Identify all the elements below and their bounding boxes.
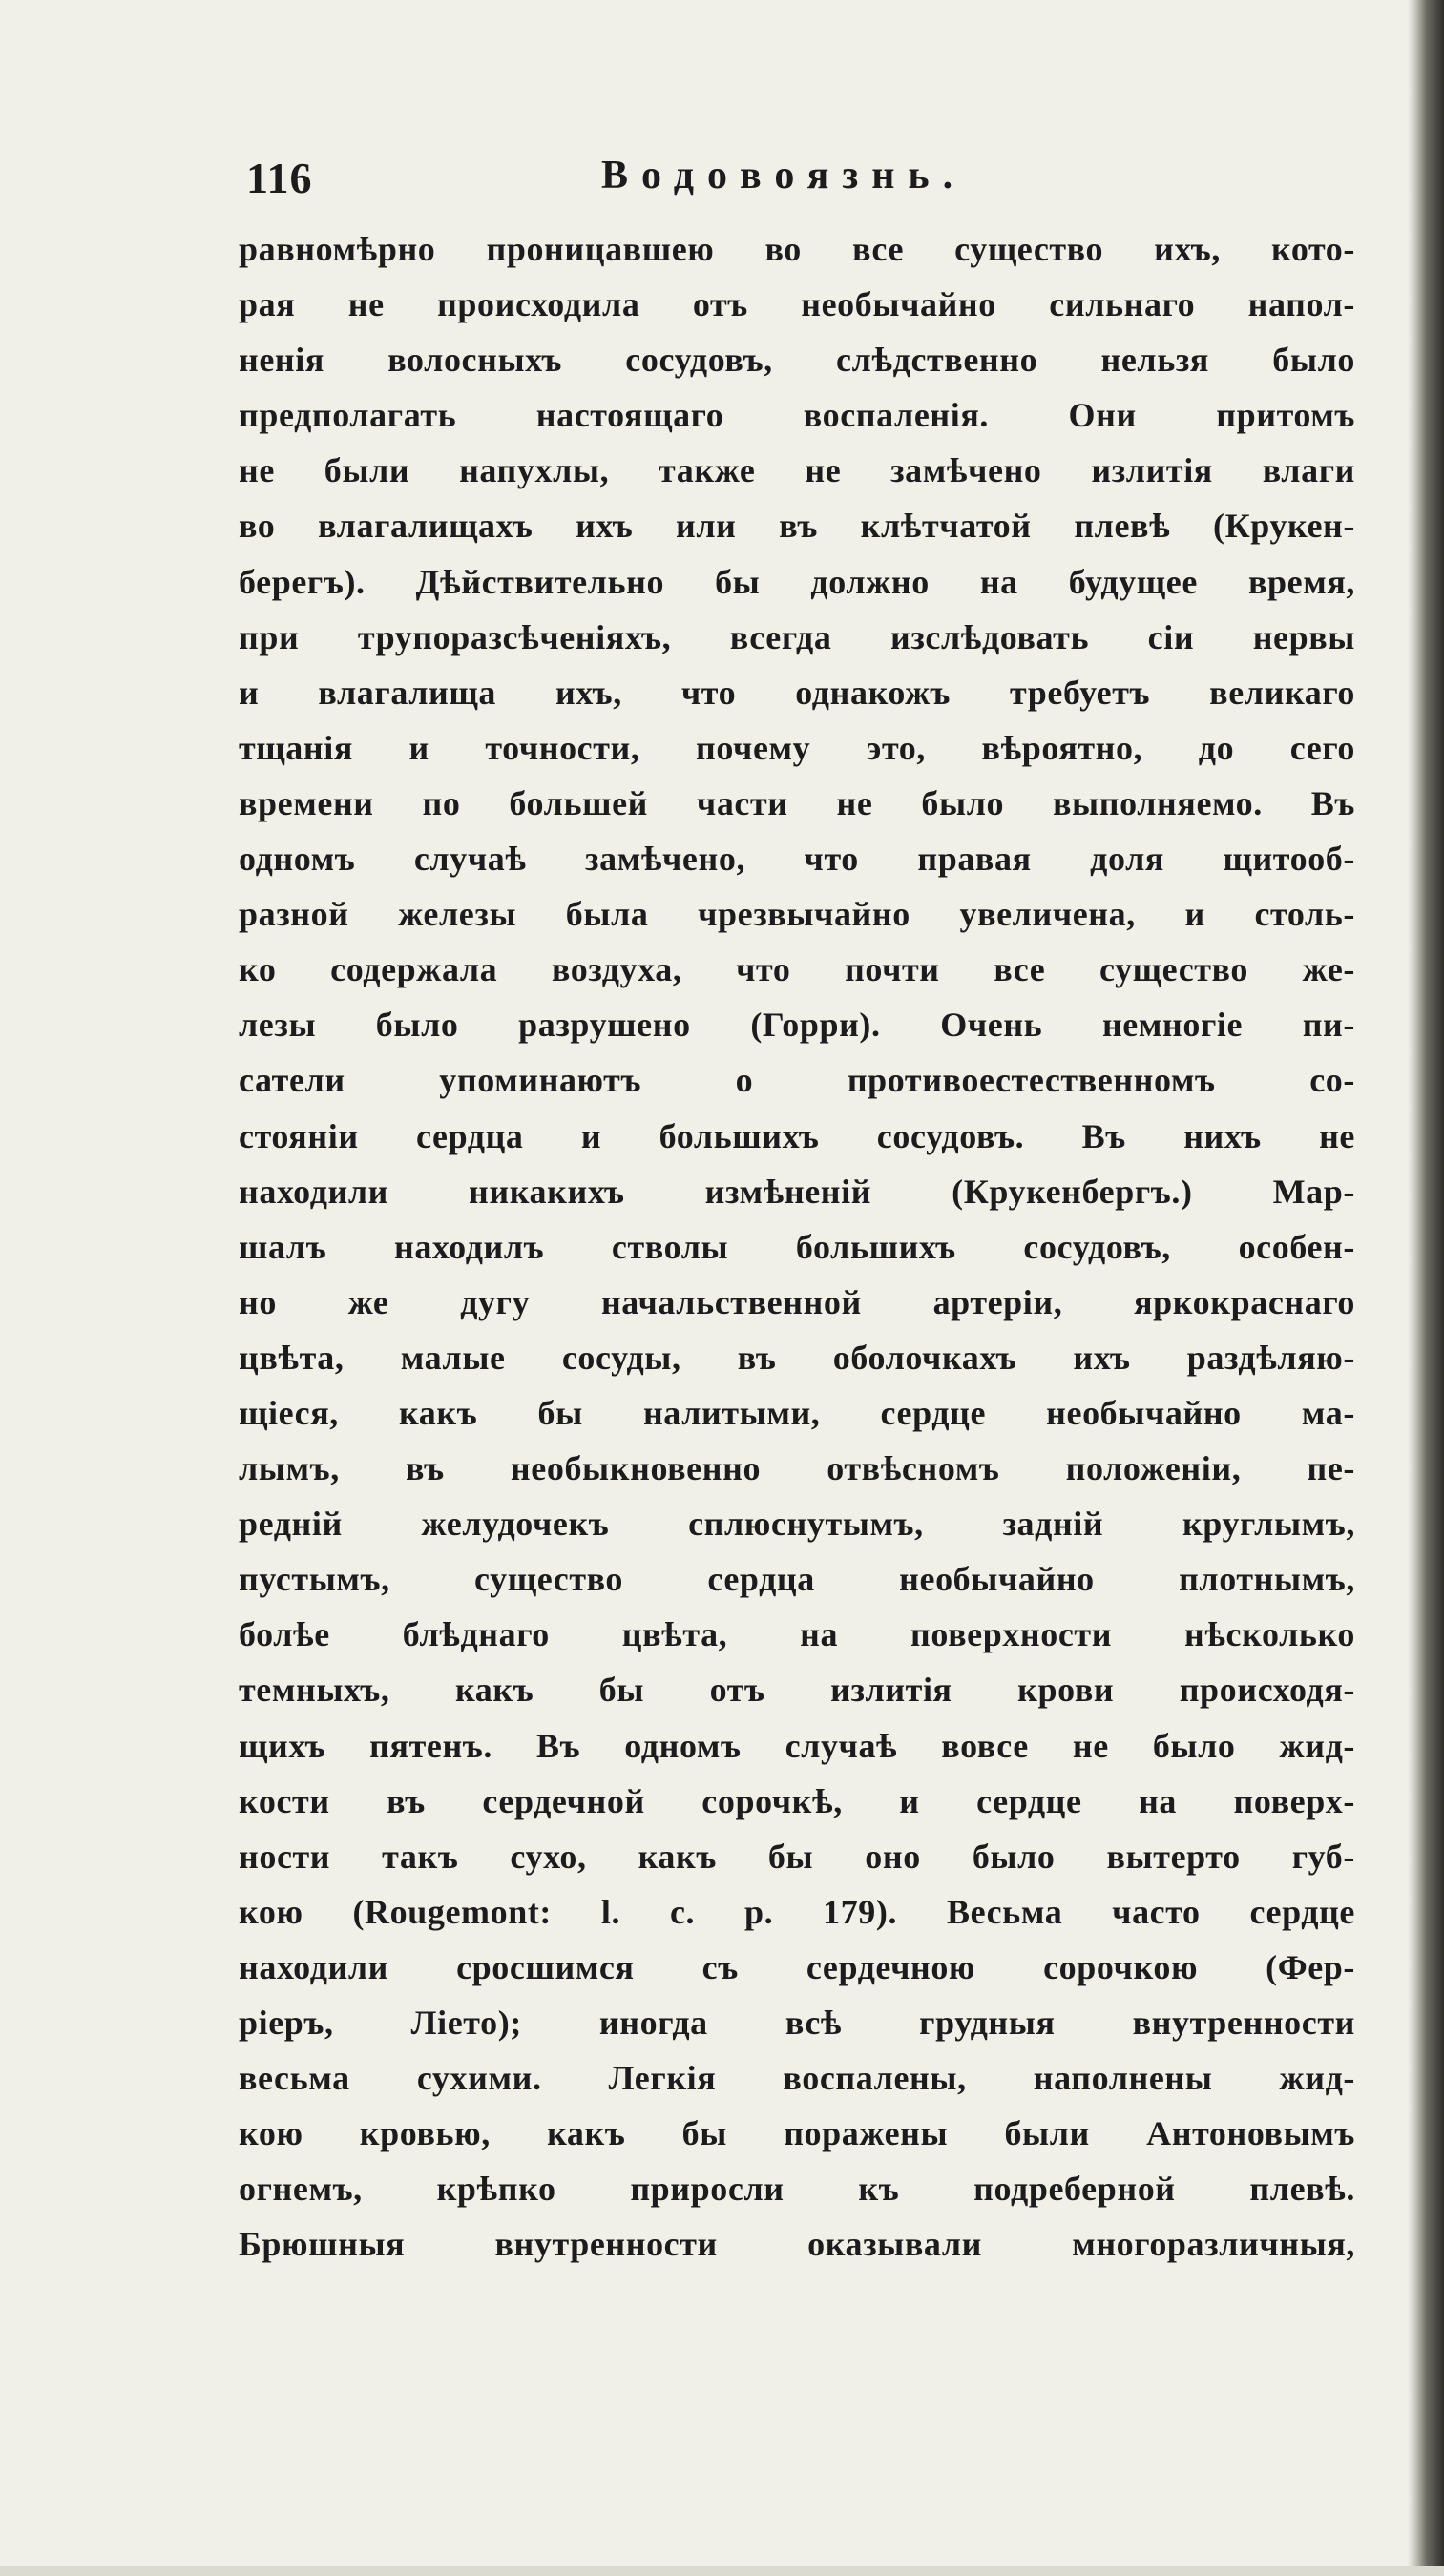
body-text xyxy=(239,221,1355,2272)
text-line: кою (Rougemont: l. c. p. 179). Весьма часто сердце xyxy=(239,1892,1355,1931)
text-line: ности такъ сухо, какъ бы оно было вытерто губ- xyxy=(239,1837,1355,1876)
page-number: 116 xyxy=(246,154,313,202)
text-line: и влагалища ихъ, что однакожъ требуетъ великаго xyxy=(239,673,1355,712)
text-line: редній желудочекъ сплюснутымъ, задній круглымъ, xyxy=(239,1505,1355,1544)
text-line: тщанія и точности, почему это, вѣроятно, до сего xyxy=(239,728,1355,767)
text-line: при трупоразсѣченіяхъ, всегда изслѣдовать сіи нервы xyxy=(239,617,1355,656)
text-line: Брюшныя внутренности оказывали многоразличныя, xyxy=(239,2225,1355,2264)
scan-edge xyxy=(1415,0,1444,2576)
text-line: ненія волосныхъ сосудовъ, слѣдственно нельзя было xyxy=(239,341,1355,380)
page-header xyxy=(246,153,1344,210)
text-line: огнемъ, крѣпко приросли къ подреберной плевѣ. xyxy=(239,2170,1355,2209)
running-title: Водовоязнь. xyxy=(601,154,967,197)
text-line: болѣе блѣднаго цвѣта, на поверхности нѣсколько xyxy=(239,1615,1355,1654)
text-line: кою кровью, какъ бы поражены были Антоновымъ xyxy=(239,2114,1355,2153)
text-line: рая не происходила отъ необычайно сильнаго напол- xyxy=(239,285,1355,324)
text-line: весьма сухими. Легкія воспалены, наполнены жид- xyxy=(239,2059,1355,2098)
text-line: кости въ сердечной сорочкѣ, и сердце на поверх- xyxy=(239,1781,1355,1820)
text-line: находили никакихъ измѣненій (Крукенбергъ.) Мар- xyxy=(239,1172,1355,1211)
text-line: стояніи сердца и большихъ сосудовъ. Въ нихъ не xyxy=(239,1116,1355,1155)
text-line: шалъ находилъ стволы большихъ сосудовъ, особен- xyxy=(239,1227,1355,1266)
text-line: лымъ, въ необыкновенно отвѣсномъ положеніи, пе- xyxy=(239,1449,1355,1488)
text-line: предполагать настоящаго воспаленія. Они притомъ xyxy=(239,396,1355,435)
text-line: ко содержала воздуха, что почти все существо же- xyxy=(239,950,1355,989)
text-line: равномѣрно проницавшею во все существо ихъ, кото- xyxy=(239,230,1355,268)
scan-shadow xyxy=(1408,0,1415,2576)
text-line: пустымъ, существо сердца необычайно плотнымъ, xyxy=(239,1560,1355,1599)
text-line: щихъ пятенъ. Въ одномъ случаѣ вовсе не было жид- xyxy=(239,1726,1355,1765)
text-line: не были напухлы, также не замѣчено излитія влаги xyxy=(239,451,1355,490)
text-line: щіеся, какъ бы налитыми, сердце необычайно ма- xyxy=(239,1393,1355,1432)
text-line: сатели упоминаютъ о противоестественномъ со- xyxy=(239,1061,1355,1100)
text-line: темныхъ, какъ бы отъ излитія крови происходя- xyxy=(239,1671,1355,1710)
text-line: ріеръ, Ліето); иногда всѣ грудныя внутренности xyxy=(239,2004,1355,2042)
text-line: находили сросшимся съ сердечною сорочкою (Фер- xyxy=(239,1947,1355,1986)
text-line: лезы было разрушено (Горри). Очень немногіе пи- xyxy=(239,1006,1355,1045)
text-line: берегъ). Дѣйствительно бы должно на будущее время, xyxy=(239,562,1355,601)
bottom-strip xyxy=(0,2566,1444,2576)
text-line: но же дугу начальственной артеріи, яркокраснаго xyxy=(239,1282,1355,1321)
text-line: разной железы была чрезвычайно увеличена, и столь- xyxy=(239,895,1355,934)
text-line: одномъ случаѣ замѣчено, что правая доля щитооб- xyxy=(239,840,1355,879)
text-line: времени по большей части не было выполняемо. Въ xyxy=(239,783,1355,822)
text-line: во влагалищахъ ихъ или въ клѣтчатой плевѣ (Крукен- xyxy=(239,507,1355,546)
text-line: цвѣта, малые сосуды, въ оболочкахъ ихъ раздѣляю- xyxy=(239,1338,1355,1377)
